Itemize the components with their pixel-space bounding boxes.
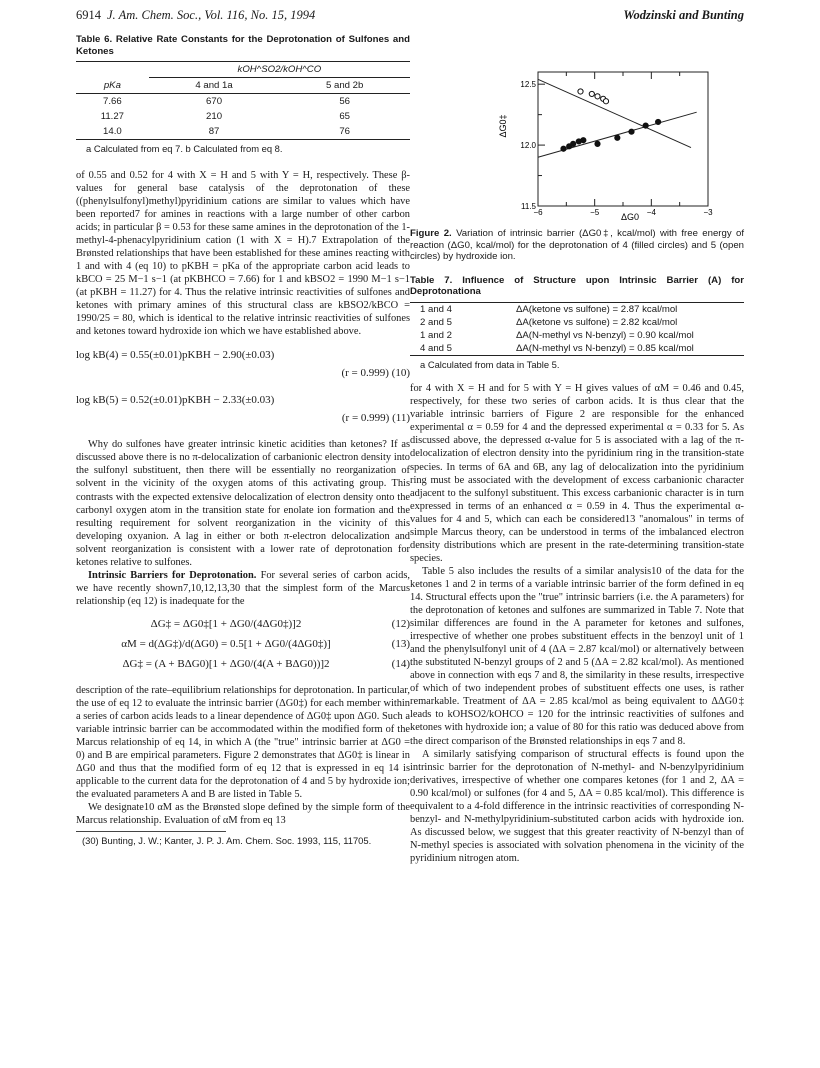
data-point-filled bbox=[595, 141, 600, 146]
x-tick-label: −6 bbox=[533, 208, 543, 217]
table-cell: 14.0 bbox=[103, 126, 122, 138]
table-cell: 1 and 4 bbox=[420, 303, 453, 315]
equation-text: ΔG‡ = (A + BΔG0)[1 + ΔG0/(4(A + BΔG0))]2 bbox=[122, 657, 330, 670]
paragraph: for 4 with X = H and for 5 with Y = H gives values of αM = 0.46 and 0.45, respectively, for these two series of carbon acids. It is thus clear that the variable intrinsic barriers of Figure 2 are responsible for the enhanced experimental α = 0.59 for 4 and the depressed experimental α = 0.33 for 5. As discussed above, the depressed α-value for 5 is associated with a lag of the π-delocalization of electron density into the pyridinium ring in the transition-state species. In terms of 6A and 6B, any lag of delocalization into the pyridinium ring must be associated with the development of excess carbanionic character adjacent to the sulfonyl substituent. This excess carbanionic character is in turn expressed in terms of an enhanced α = 0.59 in 4. Thus the experimental α-values for 4 and 5, which can each be considered13 "anomalous" in terms of simple Marcus theory, can be understood in terms of the imbalanced electron density distributions which are present in the rate-determining transition-state species. bbox=[410, 383, 744, 564]
equation-text: log kB(5) = 0.52(±0.01)pKBH − 2.33(±0.03) bbox=[76, 394, 275, 407]
header-authors: Wodzinski and Bunting bbox=[623, 8, 744, 22]
equation-number: (r = 0.999) (10) bbox=[341, 367, 410, 380]
data-point-filled bbox=[571, 141, 576, 146]
equation-11 bbox=[76, 394, 410, 409]
figure-2-caption bbox=[410, 228, 744, 263]
table6 bbox=[76, 61, 410, 140]
table7-caption: Table 7. Influence of Structure upon Intrinsic Barrier (A) for Deprotonationa bbox=[410, 274, 744, 298]
x-tick-label: −3 bbox=[703, 208, 713, 217]
table-cell: 210 bbox=[206, 111, 223, 123]
equation-text: αM = d(ΔG‡)/d(ΔG0) = 0.5[1 + ΔG0/(4ΔG0‡)] bbox=[121, 637, 331, 650]
equation-number: (13) bbox=[391, 637, 410, 650]
equation-number: (r = 0.999) (11) bbox=[341, 412, 410, 425]
table-cell: ΔA(ketone vs sulfone) = 2.82 kcal/mol bbox=[516, 316, 678, 328]
data-point-filled bbox=[581, 138, 586, 143]
header-left bbox=[76, 8, 315, 23]
table7 bbox=[410, 302, 744, 356]
footnote-30: (30) Bunting, J. W.; Kanter, J. P. J. Am. Chem. Soc. 1993, 115, 11705. bbox=[82, 835, 372, 847]
footnote-rule bbox=[76, 831, 226, 832]
table6-caption: Table 6. Relative Rate Constants for the Deprotonation of Sulfones and Ketones bbox=[76, 34, 410, 57]
paragraph: We designate10 αM as the Brønsted slope defined by the simple form of the Marcus relationship. Evaluation of αM from eq 13 bbox=[76, 802, 410, 827]
y-tick-label: 11.5 bbox=[521, 202, 536, 211]
table-row bbox=[76, 109, 410, 124]
table6-col-b: 5 and 2b bbox=[325, 80, 364, 92]
y-axis-label: ΔG0‡ bbox=[498, 114, 508, 138]
paragraph: A similarly satisfying comparison of structural effects is found upon the intrinsic barrier for the deprotonation of N-methyl- and N-benzylpyridinium derivatives, irrespective of whether one compares ketones (for 1 and 2, ΔA = 0.90 kcal/mol) or sulfones (for 4 and 5, ΔA = 0.85 kcal/mol). This difference is equivalent to a 4-fold difference in the intrinsic reactivities of corresponding N-benzyl- and N-methylpyridinium-substituted carbon acids with hydroxide ion. As discussed below, we suggest that this greater reactivity of N-benzyl than of N-methyl species is associated with solvation phenomena in the vicinity of the pyridinium nitrogen atom. bbox=[410, 748, 744, 864]
data-point-filled bbox=[629, 129, 634, 134]
table-cell: 1 and 2 bbox=[420, 329, 453, 341]
table6-col-a: 4 and 1a bbox=[195, 80, 233, 92]
table-cell: 65 bbox=[339, 111, 350, 123]
table6-col-pka: pKa bbox=[103, 79, 121, 91]
table-cell: 76 bbox=[339, 126, 350, 138]
table-cell: ΔA(ketone vs sulfone) = 2.87 kcal/mol bbox=[516, 303, 678, 315]
data-point-filled bbox=[615, 135, 620, 140]
table-cell: 7.66 bbox=[76, 94, 149, 110]
table-cell: 56 bbox=[279, 94, 410, 110]
equation-11-r bbox=[76, 412, 410, 427]
equation-13 bbox=[76, 638, 410, 654]
paragraph: For several series of carbon acids, we have recently shown7,10,12,13,30 that the simplest form of the Marcus relationship (eq 12) is inadequate for the bbox=[76, 569, 410, 607]
y-tick-label: 12.5 bbox=[520, 80, 536, 90]
page-number: 6914 bbox=[76, 8, 101, 22]
data-point-open bbox=[589, 91, 594, 96]
paragraph: Why do sulfones have greater intrinsic kinetic acidities than ketones? If as discussed above there is no π-delocalization of carbanionic electron density into the sulfonyl substituent, then there will be essentially no reorganization of solvent in the vicinity of the oxygen atoms of this activating group. This contrasts with the expected extensive delocalization of electron density onto the carbonyl oxygen atom in the transition state for enolate ion formation and the resulting requirement for solvent reorganization in the vicinity of this developing oxyanion. A lag in either or both π-electron delocalization and solvent reorganization is consistent with a lower rate of deprotonation for ketones relative to sulfones. bbox=[76, 439, 410, 568]
x-axis-label: ΔG0 bbox=[620, 212, 640, 222]
equation-12 bbox=[76, 618, 410, 634]
table-row bbox=[410, 316, 744, 329]
table-row bbox=[76, 124, 410, 140]
figure-2-chart bbox=[410, 34, 744, 224]
right-column bbox=[410, 34, 744, 865]
plot-frame bbox=[538, 72, 708, 206]
equation-10 bbox=[76, 349, 410, 364]
equation-14 bbox=[76, 658, 410, 674]
paragraph: of 0.55 and 0.52 for 4 with X = H and 5 with Y = H, respectively. These β-values for general base catalysis of the deprotonation of these ((phenylsulfonyl)methyl)pyridinium cations are similar to values which have been reported7 for amines in reactions with a large number of other carbon acids; in particular β = 0.53 for these same amines in the deprotonation of the 1-methyl-4-phenacylpyridinium cation (1 with X = H).7 Extrapolation of the Brønsted relationships that have been established for these amines reacting with 1 and with 4 (eq 10) to pKBH = pKa of the appropriate carbon acid leads to kBCO = 25 M−1 s−1 (at pKBHCO = 7.66) for 1 and kBSO2 = 1990 M−1 s−1 (at pKBH = 11.27) for 4. Thus the relative intrinsic reactivities of sulfones and ketones with primary amines of this structural class are kBSO2/kBCO = 1990/25 = 80, which is identical to the relative intrinsic reactivities of sulfones and ketones toward hydroxide ion which we have established above. bbox=[76, 169, 410, 338]
table-cell: ΔA(N-methyl vs N-benzyl) = 0.85 kcal/mol bbox=[516, 342, 694, 354]
section-heading: Intrinsic Barriers for Deprotonation. bbox=[88, 569, 257, 581]
table-cell: 11.27 bbox=[100, 111, 125, 123]
data-point-filled bbox=[561, 146, 566, 151]
table-cell: 670 bbox=[149, 94, 280, 110]
table-row bbox=[410, 342, 744, 356]
equation-text: ΔG‡ = ΔG0‡[1 + ΔG0/(4ΔG0‡)]2 bbox=[150, 617, 302, 630]
data-point-filled bbox=[643, 123, 648, 128]
table-cell: ΔA(N-methyl vs N-benzyl) = 0.90 kcal/mol bbox=[516, 329, 694, 341]
equation-text: log kB(4) = 0.55(±0.01)pKBH − 2.90(±0.03) bbox=[76, 349, 275, 362]
table-row bbox=[410, 302, 744, 316]
left-column bbox=[76, 34, 410, 847]
paragraph: description of the rate–equilibrium relationships for deprotonation. In particular, the use of eq 12 to evaluate the intrinsic barrier (ΔG0‡) for each member within a series of carbon acids leads to a linear dependence of ΔG0‡ upon ΔG0. Such a variable intrinsic barrier can be accommodated within the modified form of the Marcus relationship of eq 14, in which A (the "true" intrinsic barrier at ΔG0 = 0) and B are empirical parameters. Figure 2 demonstrates that ΔG0‡ is linear in ΔG0 and thus that the modified form of eq 12 that is expressed in eq 14 is applicable to the current data for the deprotonation of 4 and 5 by hydroxide ion; the evaluated parameters A and B are listed in Table 5. bbox=[76, 684, 410, 801]
table7-footnote: a Calculated from data in Table 5. bbox=[420, 358, 560, 370]
data-point-filled bbox=[656, 119, 661, 124]
table-cell: 2 and 5 bbox=[420, 316, 453, 328]
data-point-open bbox=[595, 94, 600, 99]
table6-footnote: a Calculated from eq 7. b Calculated from eq 8. bbox=[86, 143, 283, 155]
y-tick-label: 12.0 bbox=[520, 141, 536, 151]
x-tick-label: −5 bbox=[590, 208, 600, 217]
table-cell: 4 and 5 bbox=[420, 342, 453, 354]
running-header bbox=[76, 8, 744, 26]
data-point-open bbox=[578, 89, 583, 94]
data-point-open bbox=[603, 99, 608, 104]
paragraph: Table 5 also includes the results of a similar analysis10 of the data for the ketones 1 and 2 in terms of a variable intrinsic barrier of the form defined in eq 14. Structural effects upon the "true" intrinsic barriers (i.e. the A parameters) for the deprotonation of ketones and sulfones are summarized in Table 7. Note that similar differences are found in the A parameter for ketones and sulfones, irrespective of whether one probes substituent effects in the benzoyl unit of 1 and the phenylsulfonyl unit of 4 (ΔA = 2.87 kcal/mol) or alternatively between the substituted N-benzyl groups of 2 and 5 (ΔA = 2.82 kcal/mol). As mentioned above in connection with eqs 7 and 8, the similarity in these results, irrespective of which of two independent probes of substituent effects one uses, is rather remarkable. Treatment of ΔA = 2.85 kcal/mol as being equivalent to ΔΔG0‡ leads to kOHSO2/kOHCO = 120 for the intrinsic reactivities of sulfones and ketones with hydroxide ion; a value of 80 for this ratio was deduced above from the direct comparison of the Brønsted relationships in eqs 7 and 8. bbox=[410, 565, 744, 747]
table-row bbox=[410, 329, 744, 342]
equation-number: (14) bbox=[391, 657, 410, 670]
table-cell: 87 bbox=[208, 126, 220, 138]
figure-caption-text: Variation of intrinsic barrier (ΔG0‡, kcal/mol) with free energy of reaction (ΔG0, kcal/mol) for the deprotonation of 4 (filled circles) and 5 (open circles) by hydroxide ion. bbox=[410, 228, 745, 263]
equation-10-r bbox=[76, 367, 410, 382]
table-row bbox=[76, 94, 410, 110]
journal-citation: J. Am. Chem. Soc., Vol. 116, No. 15, 1994 bbox=[107, 8, 316, 22]
figure-label: Figure 2. bbox=[410, 228, 452, 240]
x-tick-label: −4 bbox=[646, 208, 656, 217]
table6-group-header: kOH^SO2/kOH^CO bbox=[149, 62, 410, 78]
equation-number: (12) bbox=[391, 617, 410, 630]
